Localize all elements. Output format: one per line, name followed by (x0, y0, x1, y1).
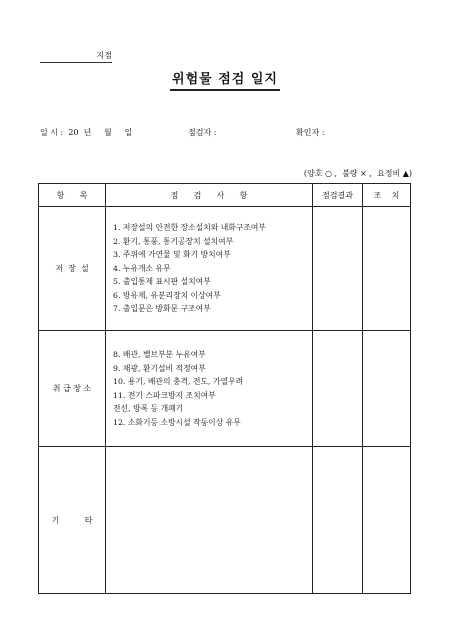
inspection-table (38, 183, 411, 594)
date-field: 일 시 : 20 년 월 일 (40, 128, 133, 137)
category-handling-area: 취 급 장 소 (39, 331, 106, 447)
header-action: 조 치 (363, 184, 411, 207)
storage-check-list (106, 207, 313, 331)
list-item: 7. 출입문은 방화문 구조여부 (113, 304, 211, 314)
other-action-cell[interactable] (363, 447, 411, 594)
category-other: 기 타 (39, 447, 106, 594)
header-result: 점검결과 (313, 184, 363, 207)
list-item: 10. 용기, 배관의 충격, 전도, 가열우려 (113, 377, 244, 386)
other-result-cell[interactable] (313, 447, 363, 594)
list-item: 2. 환기, 통풍, 통기공장치 설치여부 (113, 236, 234, 246)
branch-label: 지점 (40, 51, 112, 63)
title-text: 위험물 점검 일지 (170, 72, 280, 91)
list-item: 9. 채광, 환기설비 적정여부 (113, 363, 206, 373)
table-row (39, 331, 411, 447)
page-title (0, 68, 450, 87)
list-item: 12. 소화기등 소방시설 작동이상 유무 (113, 417, 241, 427)
list-item: 전선, 방폭 등 개폐기 (113, 404, 184, 413)
table-row (39, 447, 411, 594)
table-header-row (39, 184, 411, 207)
list-item: 4. 누유개소 유무 (113, 263, 171, 273)
list-item: 3. 주위에 가연물 및 화기 방치여부 (113, 250, 231, 260)
handling-action-cell[interactable] (363, 331, 411, 447)
header-item: 항 목 (39, 184, 106, 207)
list-item: 11. 전기 스파크방지 조치여부 (113, 390, 216, 400)
confirmer-field: 확인자 : (296, 128, 325, 137)
list-item: 8. 배관, 밸브부분 누유여부 (113, 350, 206, 359)
list-item: 1. 저장설의 안전한 장소설치와 내화구조여부 (113, 223, 266, 233)
list-item: 5. 출입통제 표시판 설치여부 (113, 277, 211, 287)
table-row (39, 207, 411, 331)
result-legend: (양호 ○ , 불량 × , 요정비 ▲) (303, 169, 412, 178)
storage-action-cell[interactable] (363, 207, 411, 331)
storage-result-cell[interactable] (313, 207, 363, 331)
handling-result-cell[interactable] (313, 331, 363, 447)
list-item: 6. 방유제, 유분리장치 이상여부 (113, 290, 221, 300)
other-check-cell[interactable] (106, 447, 313, 594)
inspector-field: 점검자 : (188, 128, 217, 137)
category-storage: 저 장 설 (39, 207, 106, 331)
handling-check-list (106, 331, 313, 447)
header-check-items: 점 검 사 항 (106, 184, 313, 207)
